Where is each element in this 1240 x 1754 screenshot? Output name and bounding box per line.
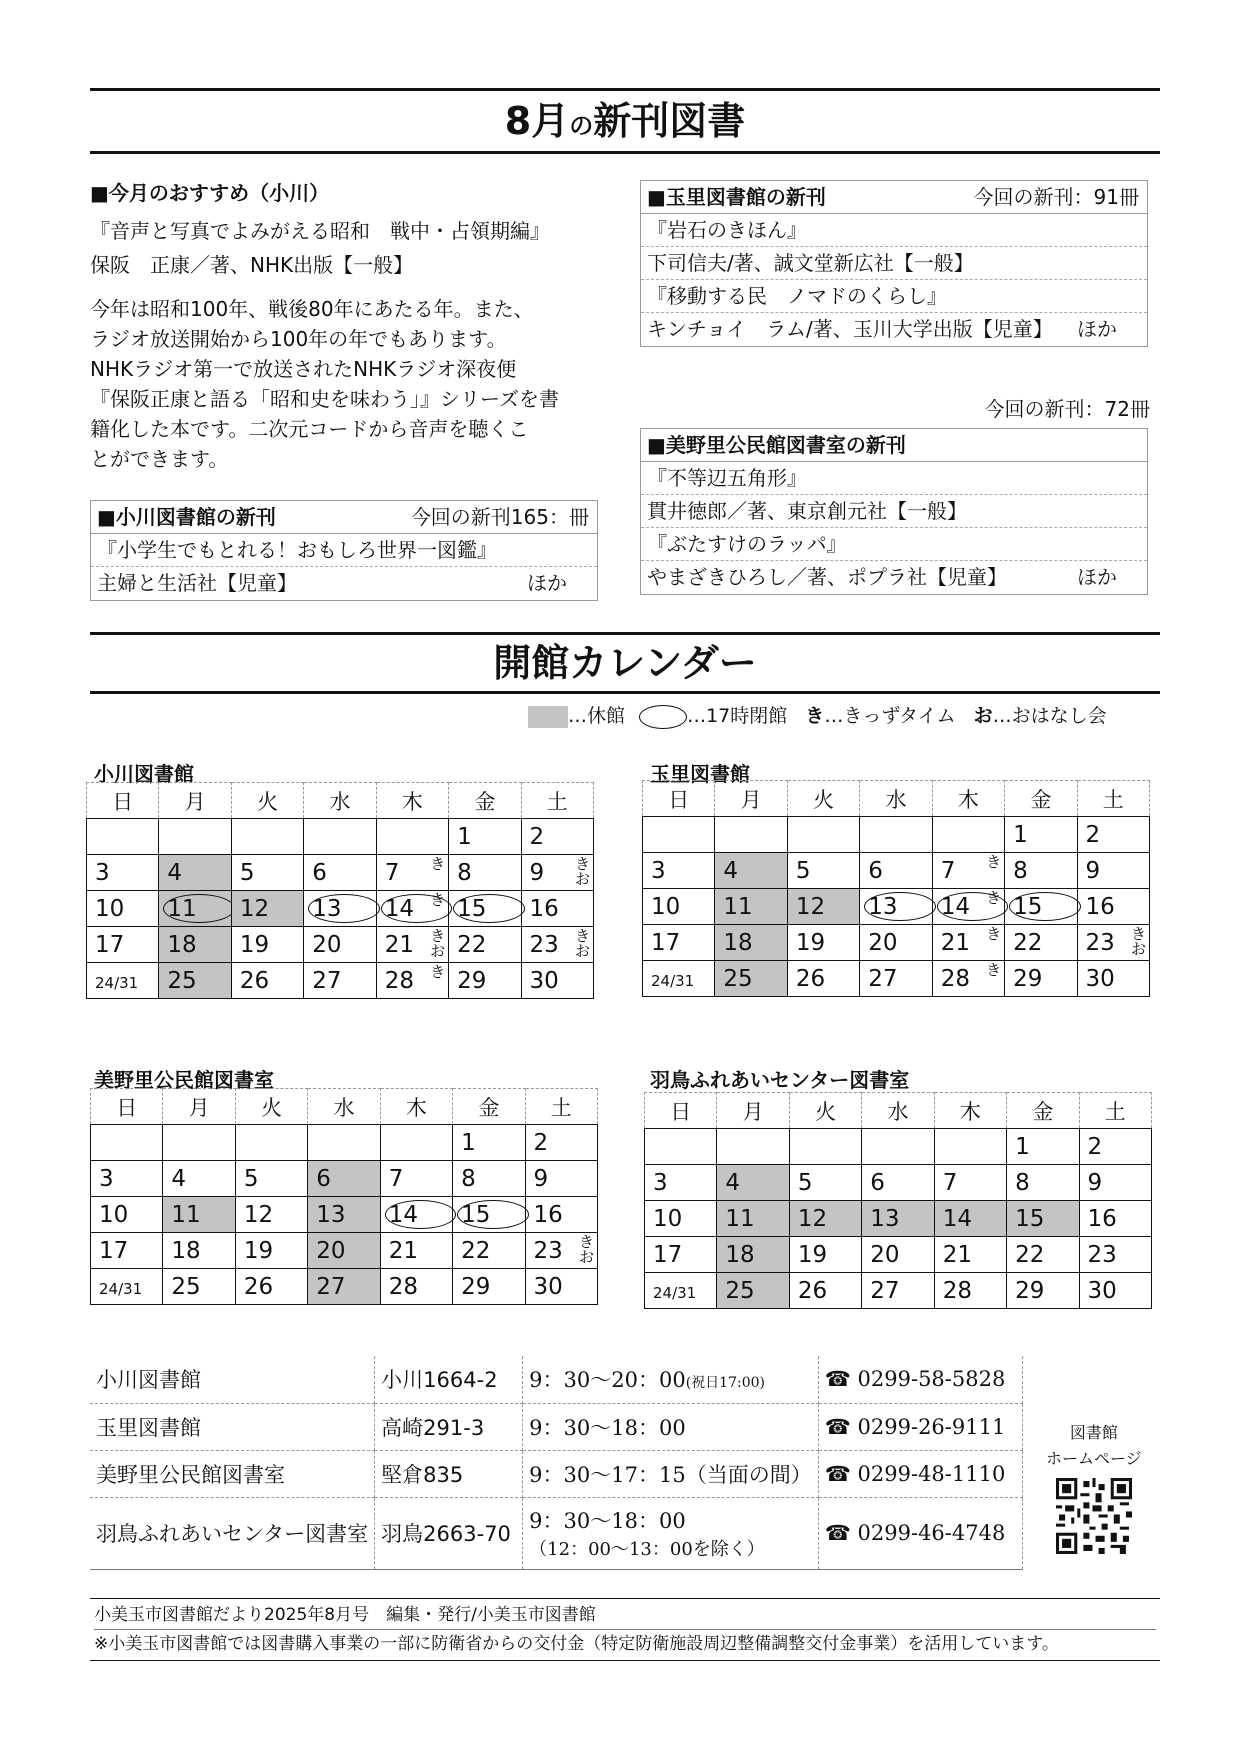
calendar-day: 8 [449,855,521,891]
calendar-day: 2 [1077,817,1149,853]
event-mark: き お [430,927,446,960]
calendar-day: 27 [308,1269,380,1305]
calendar-day: 22 [1007,1237,1079,1273]
recommend-body: 今年は昭和100年、戦後80年にあたる年。また、 ラジオ放送開始から100年の年でもあります。 NHKラジオ第一で放送されたNHKラジオ深夜便 『保阪正康と語る「昭和史を味わう」』シリーズを書 籍化した本です。二次元コードから音声を聴くこ とができます。 [90,297,559,471]
calendar-day: 18 [159,927,231,963]
homepage-qr[interactable]: 図書館 ホームページ [1046,1420,1142,1562]
calendar-empty-cell [87,819,159,855]
calendar-empty-cell [934,1129,1006,1165]
calendar-title-hatori: 羽鳥ふれあいセンター図書室 [650,1068,910,1092]
calendar-empty-cell [380,1125,452,1161]
calendar-day: 28 [380,1269,452,1305]
calendar-day: 12 [789,1201,861,1237]
calendar-day: 5 [787,853,859,889]
calendar-day: 14 [380,1197,452,1233]
calendar-day: 20 [862,1237,934,1273]
calendar-day: 17 [91,1233,163,1269]
calendar-week [645,1129,1152,1165]
calendar-day: 22 [1005,925,1077,961]
calendar-day: 1 [1007,1129,1079,1165]
calendar-day: 28 き [376,963,448,999]
calendar-day: 9 [525,1161,597,1197]
calendar-day: 11 [163,1197,235,1233]
calendar-empty-cell [789,1129,861,1165]
calendar-day: 18 [715,925,787,961]
calendar-day: 17 [87,927,159,963]
calendar-day: 17 [643,925,715,961]
calendar-title-tamari: 玉里図書館 [650,762,750,786]
footer: 小美玉市図書館だより2025年8月号 編集・発行/小美玉市図書館 ※小美玉市図書館では図書購入事業の一部に防衛省からの交付金（特定防衛施設周辺整備調整交付金事業）を活用しています。 [90,1598,1160,1661]
calendar-day: 28 き [932,961,1004,997]
minori-new-books: ■美野里公民館図書室の新刊 『不等辺五角形』 貫井徳郎／著、東京創元社【一般】 『ぶたすけのラッパ』 やまざきひろし／著、ポプラ社【児童】 ほか [640,428,1148,595]
calendar-day: 19 [787,925,859,961]
weekday-cell: 水 [862,1093,934,1129]
calendar-day: 4 [717,1165,789,1201]
list-item: 主婦と生活社【児童】 ほか [97,571,567,595]
table-row: 羽鳥ふれあいセンター図書室 羽鳥2663-70 9：30～18：00 （12：00～13：00を除く） ☎ 0299-46-4748 [90,1497,1022,1569]
calendar-empty-cell [376,819,448,855]
calendar-day: 25 [159,963,231,999]
calendar-day: 26 [235,1269,307,1305]
calendar-day: 23 き お [521,927,593,963]
calendar-day: 20 [304,927,376,963]
early-close-oval [457,1200,528,1229]
calendar-empty-cell [308,1125,380,1161]
calendar-day: 29 [1007,1273,1079,1309]
calendar-day: 20 [860,925,932,961]
event-mark: き [430,963,446,981]
calendar-day: 3 [643,853,715,889]
calendar-tamari [642,780,1150,997]
calendar-day: 8 [1007,1165,1079,1201]
calendar-day: 6 [862,1165,934,1201]
recommend-block [90,178,610,474]
calendar-day: 10 [91,1197,163,1233]
calendar-week [645,1237,1152,1273]
calendar-week [91,1233,598,1269]
calendar-day: 13 [862,1201,934,1237]
calendar-minori [90,1088,598,1305]
recommend-heading: ■今月のおすすめ（小川） [90,181,330,205]
list-item: やまざきひろし／著、ポプラ社【児童】 ほか [647,565,1117,589]
list-item: 『岩石のきほん』 [641,214,1147,247]
new-books-title: 8月の新刊図書 [90,88,1160,154]
calendar-title-ogawa: 小川図書館 [94,762,194,786]
event-mark: き [986,853,1002,871]
table-row: 小川図書館 小川1664-2 9：30～20：00(祝日17:00) ☎ 0299-58-5828 [90,1356,1022,1403]
calendar-day: 14 き [376,891,448,927]
weekday-cell: 日 [91,1089,163,1125]
calendar-empty-cell [304,819,376,855]
calendar-day: 14 [934,1201,1006,1237]
calendar-day: 30 [521,963,593,999]
calendar-week [87,891,594,927]
calendar-week [643,853,1150,889]
calendar-day: 1 [1005,817,1077,853]
early-close-oval [308,894,379,923]
calendar-day: 25 [715,961,787,997]
minori-count: 今回の新刊：72冊 [984,397,1150,421]
calendar-week [645,1165,1152,1201]
calendar-legend: …休館 …17時閉館 き…きっずタイム お…おはなし会 [528,702,1107,730]
calendar-week [91,1197,598,1233]
calendar-day: 7 き [376,855,448,891]
weekday-cell: 水 [860,781,932,817]
calendar-ogawa [86,782,594,999]
early-close-oval [639,705,687,729]
calendar-day: 18 [717,1237,789,1273]
calendar-day: 10 [645,1201,717,1237]
calendar-day: 15 [449,891,521,927]
calendar-day: 30 [1079,1273,1151,1309]
calendar-day: 7 [380,1161,452,1197]
calendar-day: 29 [1005,961,1077,997]
calendar-day: 23 き お [525,1233,597,1269]
weekday-cell: 木 [934,1093,1006,1129]
list-item: 『小学生でもとれる！おもしろ世界一図鑑』 [91,534,597,567]
calendar-empty-cell [717,1129,789,1165]
calendar-day: 16 [1077,889,1149,925]
calendar-day: 23 き お [1077,925,1149,961]
early-close-oval [163,894,234,923]
calendar-day: 28 [934,1273,1006,1309]
calendar-week [643,889,1150,925]
calendar-day: 11 [717,1201,789,1237]
calendar-day: 3 [91,1161,163,1197]
calendar-day: 6 [860,853,932,889]
calendar-day: 13 [860,889,932,925]
calendar-day: 5 [231,855,303,891]
list-item: 『不等辺五角形』 [641,462,1147,495]
list-item: 下司信夫/著、誠文堂新広社【一般】 [641,247,1147,280]
calendar-empty-cell [643,817,715,853]
event-mark: き お [578,1233,594,1266]
calendar-day: 5 [789,1165,861,1201]
calendar-hatori [644,1092,1152,1309]
calendar-week [643,925,1150,961]
calendar-day: 1 [453,1125,525,1161]
weekday-cell: 土 [1077,781,1149,817]
calendar-day: 4 [159,855,231,891]
calendar-day: 13 [304,891,376,927]
calendar-day: 7 [934,1165,1006,1201]
weekday-cell: 日 [643,781,715,817]
calendar-day: 5 [235,1161,307,1197]
calendar-empty-cell [715,817,787,853]
calendar-day: 15 [1007,1201,1079,1237]
calendar-empty-cell [862,1129,934,1165]
calendar-empty-cell [645,1129,717,1165]
event-mark: き お [574,855,590,888]
calendar-week [643,961,1150,997]
early-close-oval [1009,892,1080,921]
calendar-day: 8 [453,1161,525,1197]
calendar-day: 27 [304,963,376,999]
weekday-cell: 木 [932,781,1004,817]
calendar-day: 13 [308,1197,380,1233]
event-mark: き [986,925,1002,943]
calendar-day: 9 [1077,853,1149,889]
calendar-title-minori: 美野里公民館図書室 [94,1068,274,1092]
calendar-day: 2 [1079,1129,1151,1165]
event-mark: き [986,961,1002,979]
weekday-header [643,781,1150,817]
calendar-day: 19 [789,1237,861,1273]
calendar-day: 26 [231,963,303,999]
weekday-header [87,783,594,819]
calendar-day: 27 [862,1273,934,1309]
calendar-day: 10 [643,889,715,925]
recommend-book-title: 『音声と写真でよみがえる昭和 戦中・占領期編』 [90,219,550,243]
calendar-empty-cell [932,817,1004,853]
calendar-day: 20 [308,1233,380,1269]
calendar-day: 8 [1005,853,1077,889]
calendar-empty-cell [91,1125,163,1161]
calendar-day: 24/31 [87,963,159,999]
event-mark: き [986,889,1002,907]
calendar-week [87,963,594,999]
calendar-empty-cell [163,1125,235,1161]
table-row: 美野里公民館図書室 堅倉835 9：30～17：15（当面の間） ☎ 0299-48-1110 [90,1450,1022,1497]
event-mark: き [430,855,446,873]
calendar-day: 24/31 [645,1273,717,1309]
weekday-cell: 木 [376,783,448,819]
calendar-day: 26 [787,961,859,997]
list-item: 『ぶたすけのラッパ』 [641,528,1147,561]
calendar-day: 19 [235,1233,307,1269]
calendar-week [91,1269,598,1305]
weekday-cell: 水 [308,1089,380,1125]
calendar-day: 18 [163,1233,235,1269]
weekday-cell: 土 [1079,1093,1151,1129]
calendar-day: 21 [380,1233,452,1269]
calendar-empty-cell [860,817,932,853]
calendar-day: 29 [453,1269,525,1305]
early-close-oval [453,894,524,923]
weekday-cell: 日 [87,783,159,819]
calendar-day: 12 [231,891,303,927]
calendar-day: 22 [453,1233,525,1269]
calendar-day: 21 き [932,925,1004,961]
weekday-cell: 水 [304,783,376,819]
calendar-empty-cell [787,817,859,853]
list-item: 貫井徳郎／著、東京創元社【一般】 [641,495,1147,528]
weekday-cell: 日 [645,1093,717,1129]
weekday-cell: 土 [521,783,593,819]
calendar-day: 25 [163,1269,235,1305]
calendar-day: 12 [787,889,859,925]
calendar-day: 17 [645,1237,717,1273]
calendar-day: 15 [1005,889,1077,925]
calendar-empty-cell [235,1125,307,1161]
weekday-cell: 金 [453,1089,525,1125]
weekday-cell: 月 [163,1089,235,1125]
calendar-week [91,1161,598,1197]
calendar-day: 12 [235,1197,307,1233]
calendar-day: 4 [163,1161,235,1197]
calendar-day: 25 [717,1273,789,1309]
calendar-day: 7 き [932,853,1004,889]
recommend-author: 保阪 正康／著、NHK出版【一般】 [90,253,414,277]
weekday-cell: 金 [1007,1093,1079,1129]
calendar-day: 11 [159,891,231,927]
event-mark: き お [1130,925,1146,958]
calendar-day: 30 [1077,961,1149,997]
calendar-day: 11 [715,889,787,925]
calendar-empty-cell [159,819,231,855]
calendar-day: 9 [1079,1165,1151,1201]
early-close-oval [864,892,935,921]
calendar-week [643,817,1150,853]
event-mark: き お [574,927,590,960]
list-item: 『移動する民 ノマドのくらし』 [641,280,1147,313]
calendar-day: 15 [453,1197,525,1233]
weekday-cell: 月 [159,783,231,819]
calendar-day: 6 [308,1161,380,1197]
calendar-day: 23 [1079,1237,1151,1273]
calendar-day: 6 [304,855,376,891]
weekday-cell: 金 [449,783,521,819]
calendar-week [91,1125,598,1161]
calendar-day: 19 [231,927,303,963]
calendar-day: 16 [525,1197,597,1233]
weekday-header [91,1089,598,1125]
calendar-week [87,819,594,855]
calendar-week [645,1201,1152,1237]
calendar-day: 2 [525,1125,597,1161]
weekday-cell: 土 [525,1089,597,1125]
event-mark: き [430,891,446,909]
weekday-cell: 火 [231,783,303,819]
calendar-day: 29 [449,963,521,999]
calendar-day: 27 [860,961,932,997]
calendar-day: 14 き [932,889,1004,925]
ogawa-new-books: ■小川図書館の新刊 今回の新刊165：冊 『小学生でもとれる！おもしろ世界一図鑑』 主婦と生活社【児童】 ほか [90,500,598,601]
calendar-day: 16 [1079,1201,1151,1237]
calendar-day: 26 [789,1273,861,1309]
calendar-empty-cell [231,819,303,855]
calendar-day: 22 [449,927,521,963]
calendar-day: 1 [449,819,521,855]
calendar-day: 24/31 [643,961,715,997]
list-item: キンチョイ ラム/著、玉川大学出版【児童】 ほか [647,317,1117,341]
qr-code-icon[interactable] [1056,1478,1132,1554]
early-close-oval [385,1200,456,1229]
calendar-day: 3 [645,1165,717,1201]
calendar-day: 24/31 [91,1269,163,1305]
tamari-new-books: ■玉里図書館の新刊 今回の新刊：91冊 『岩石のきほん』 下司信夫/著、誠文堂新広社【一般】 『移動する民 ノマドのくらし』 キンチョイ ラム/著、玉川大学出版【児童】 ほか [640,180,1148,347]
table-row: 玉里図書館 高崎291-3 9：30～18：00 ☎ 0299-26-9111 [90,1403,1022,1450]
closed-swatch [528,706,568,728]
calendar-day: 2 [521,819,593,855]
calendar-day: 16 [521,891,593,927]
weekday-cell: 金 [1005,781,1077,817]
weekday-cell: 木 [380,1089,452,1125]
library-info-table [90,1356,1023,1570]
calendar-day: 10 [87,891,159,927]
weekday-cell: 火 [787,781,859,817]
calendar-day: 9 き お [521,855,593,891]
calendar-day: 4 [715,853,787,889]
calendar-day: 30 [525,1269,597,1305]
calendar-week [87,855,594,891]
weekday-cell: 火 [235,1089,307,1125]
calendar-week [645,1273,1152,1309]
weekday-cell: 月 [717,1093,789,1129]
calendar-day: 21 き お [376,927,448,963]
calendar-day: 3 [87,855,159,891]
calendar-day: 21 [934,1237,1006,1273]
calendar-week [87,927,594,963]
weekday-header [645,1093,1152,1129]
calendar-title: 開館カレンダー [90,632,1160,694]
weekday-cell: 月 [715,781,787,817]
weekday-cell: 火 [789,1093,861,1129]
